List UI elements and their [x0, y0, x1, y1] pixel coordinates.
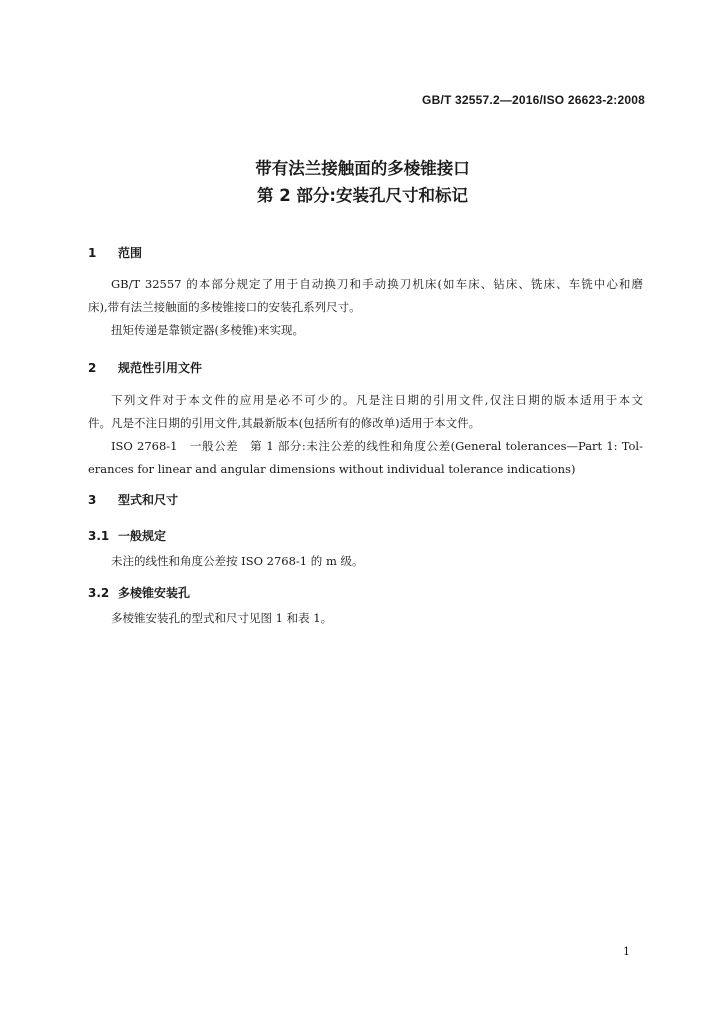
section-number: 3.2 [88, 586, 110, 600]
paragraph-line: 床),带有法兰接触面的多棱锥接口的安装孔系列尺寸。 [88, 300, 361, 314]
reference-entry-line: ISO 2768-1 一般公差 第 1 部分:未注公差的线性和角度公差(General tolerances—Part 1: Tol- [111, 439, 643, 453]
section-title: 型式和尺寸 [118, 493, 179, 507]
section-2-paragraph [88, 389, 643, 481]
section-3-1-paragraph [88, 550, 643, 573]
section-number: 3 [88, 493, 97, 507]
section-3-heading [88, 491, 178, 508]
section-3-2-paragraph [88, 607, 643, 630]
section-title: 多棱锥安装孔 [118, 586, 191, 600]
section-3-1-heading [88, 527, 166, 544]
section-title: 规范性引用文件 [118, 361, 203, 375]
section-number: 2 [88, 361, 97, 375]
paragraph-line: GB/T 32557 的本部分规定了用于自动换刀和手动换刀机床(如车床、钻床、铣床、车铣中心和磨 [111, 277, 643, 291]
paragraph-line: 下列文件对于本文件的应用是必不可少的。凡是注日期的引用文件,仅注日期的版本适用于本文 [111, 393, 643, 407]
section-number: 1 [88, 246, 97, 260]
paragraph-line: 扭矩传递是靠锁定器(多棱锥)来实现。 [111, 323, 304, 337]
document-title-line2: 第 2 部分:安装孔尺寸和标记 [256, 186, 469, 205]
document-title-line1: 带有法兰接触面的多棱锥接口 [255, 159, 470, 178]
document-code: GB/T 32557.2—2016/ISO 26623-2:2008 [422, 93, 645, 107]
paragraph-line: 未注的线性和角度公差按 ISO 2768-1 的 m 级。 [111, 554, 364, 568]
section-1-heading [88, 244, 142, 261]
section-number: 3.1 [88, 529, 110, 543]
page-number: 1 [623, 945, 630, 958]
section-1-paragraph [88, 273, 643, 342]
section-title: 范围 [118, 246, 143, 260]
reference-entry-line: erances for linear and angular dimensions without individual tolerance indications) [88, 462, 576, 476]
paragraph-line: 件。凡是不注日期的引用文件,其最新版本(包括所有的修改单)适用于本文件。 [88, 416, 481, 430]
paragraph-line: 多棱锥安装孔的型式和尺寸见图 1 和表 1。 [111, 611, 333, 625]
section-3-2-heading [88, 584, 190, 601]
section-2-heading [88, 359, 202, 376]
section-title: 一般规定 [118, 529, 167, 543]
